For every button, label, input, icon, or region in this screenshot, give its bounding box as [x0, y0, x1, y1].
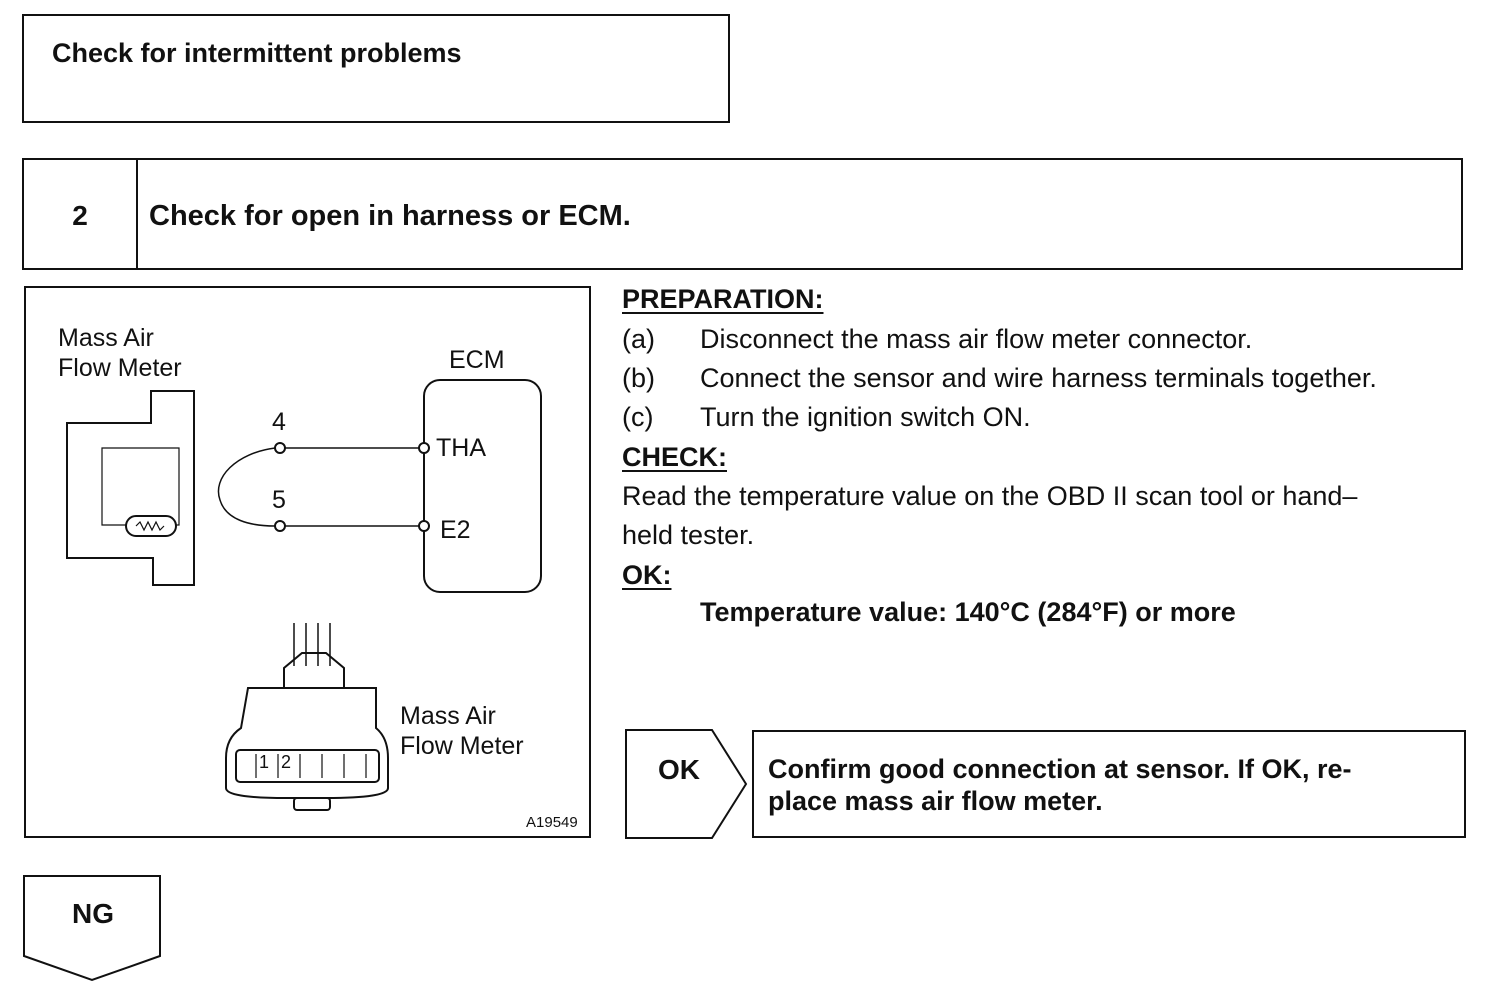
- ok-heading: OK:: [622, 560, 672, 590]
- prep-item-b-letter: (b): [622, 363, 655, 393]
- meter-label-line2: Flow Meter: [58, 354, 182, 382]
- tha-label: THA: [436, 434, 486, 462]
- connector-latch: [284, 653, 344, 688]
- meter-body-outline: [67, 391, 194, 585]
- connector-pin-2: 2: [281, 752, 292, 772]
- ecm-label: ECM: [449, 346, 505, 374]
- check-text-line2: held tester.: [622, 520, 755, 550]
- ok-spec: Temperature value: 140°C (284°F) or more: [700, 597, 1236, 627]
- intermittent-problems-box: [22, 14, 730, 123]
- connector-slots: [256, 754, 366, 778]
- prep-item-a-text: Disconnect the mass air flow meter connector.: [700, 324, 1253, 354]
- preparation-heading: PREPARATION:: [622, 284, 824, 314]
- ok-result-line1: Confirm good connection at sensor. If OK, re-: [768, 754, 1352, 784]
- pin-5-label: 5: [272, 486, 286, 514]
- ok-result-line2: place mass air flow meter.: [768, 786, 1103, 816]
- intermittent-problems-title: Check for intermittent problems: [52, 38, 462, 68]
- connector-face: [236, 750, 379, 782]
- thermistor-symbol: [126, 516, 176, 536]
- step-title: Check for open in harness or ECM.: [149, 200, 631, 232]
- check-heading: CHECK:: [622, 442, 727, 472]
- ok-result-box: [752, 730, 1466, 838]
- connector-wires: [294, 623, 330, 666]
- prep-item-b-text: Connect the sensor and wire harness terminals together.: [700, 363, 1377, 393]
- pin-4-label: 4: [272, 408, 286, 436]
- wiring-diagram: [24, 286, 591, 838]
- step-header: [22, 158, 1463, 270]
- connector-label-line2: Flow Meter: [400, 732, 524, 760]
- connector-foot: [294, 798, 330, 810]
- check-text-line1: Read the temperature value on the OBD II scan tool or hand–: [622, 481, 1358, 511]
- meter-label-line1: Mass Air: [58, 324, 154, 352]
- connector-pin-1: 1: [259, 752, 270, 772]
- e2-terminal: [419, 521, 429, 531]
- prep-item-c-letter: (c): [622, 402, 654, 432]
- ok-tag-label: OK: [658, 754, 700, 785]
- ng-tag-label: NG: [72, 898, 114, 929]
- e2-label: E2: [440, 516, 471, 544]
- connector-label-line1: Mass Air: [400, 702, 496, 730]
- step-number: 2: [72, 200, 88, 231]
- meter-inner-circuit: [102, 448, 179, 525]
- prep-item-c-text: Turn the ignition switch ON.: [700, 402, 1031, 432]
- pin5-terminal: [275, 521, 285, 531]
- tha-terminal: [419, 443, 429, 453]
- figure-code: A19549: [526, 814, 578, 831]
- prep-item-a-letter: (a): [622, 324, 655, 354]
- step-divider: [136, 160, 138, 268]
- ecm-box: [424, 380, 541, 592]
- pin4-terminal: [275, 443, 285, 453]
- jumper-loop: [218, 448, 275, 526]
